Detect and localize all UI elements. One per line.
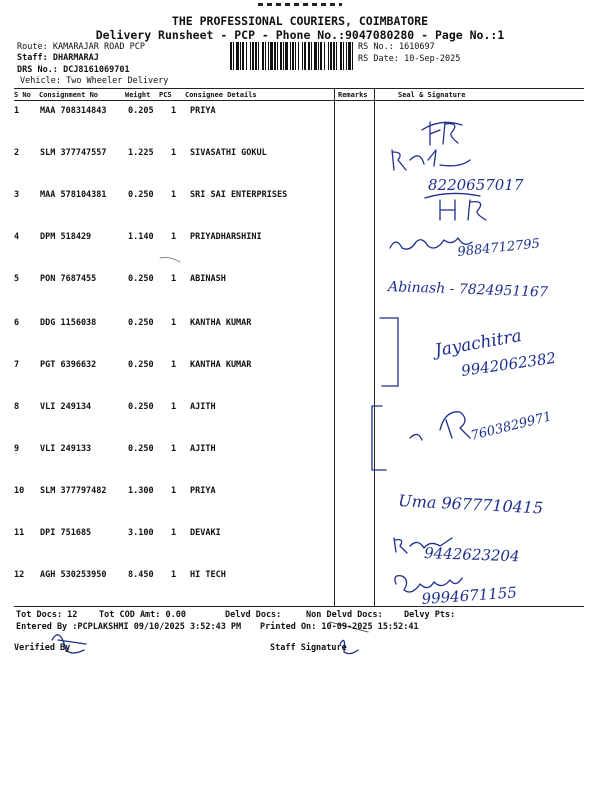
handwritten-phone-row-8: 7603829971: [469, 409, 554, 444]
row-consignee: HI TECH: [190, 570, 226, 580]
col-pcs: PCS: [159, 91, 172, 99]
row-pcs: 1: [171, 528, 177, 538]
row-weight: 3.100: [128, 528, 154, 538]
row-pcs: 1: [171, 190, 177, 200]
handwritten-phone-row-2: 8220657017: [428, 176, 524, 194]
row-sno: 10: [14, 486, 25, 496]
row-weight: 0.250: [128, 402, 154, 412]
row-weight: 0.250: [128, 274, 154, 284]
row-weight: 1.300: [128, 486, 154, 496]
row-consignment: VLI 249134: [40, 402, 92, 412]
handwritten-name-row-6: Jayachitra: [433, 325, 524, 361]
row-consignee: KANTHA KUMAR: [190, 360, 252, 370]
row-consignee: AJITH: [190, 402, 216, 412]
route-line: Route: KAMARAJAR ROAD PCP: [17, 42, 145, 52]
row-sno: 8: [14, 402, 20, 412]
row-pcs: 1: [171, 570, 177, 580]
delvy-pts: Delvy Pts:: [404, 610, 456, 620]
row-weight: 8.450: [128, 570, 154, 580]
staff-line: Staff: DHARMARAJ: [17, 53, 99, 63]
handwritten-phone-row-12: 9994671155: [421, 583, 518, 608]
row-consignee: PRIYA: [190, 486, 216, 496]
row-pcs: 1: [171, 360, 177, 370]
row-weight: 0.250: [128, 318, 154, 328]
row-pcs: 1: [171, 232, 177, 242]
tot-docs: Tot Docs: 12: [16, 610, 78, 620]
row-sno: 1: [14, 106, 20, 116]
tot-cod-amt: Tot COD Amt: 0.00: [99, 610, 186, 620]
row-consignment: MAA 578104381: [40, 190, 107, 200]
row-consignment: SLM 377747557: [40, 148, 107, 158]
row-weight: 0.250: [128, 444, 154, 454]
col-remarks: Remarks: [338, 91, 368, 99]
row-pcs: 1: [171, 274, 177, 284]
row-consignment: VLI 249133: [40, 444, 92, 454]
rs-no-line: RS No.: 1610697: [358, 42, 435, 52]
row-weight: 0.205: [128, 106, 154, 116]
vehicle-line: Vehicle: Two Wheeler Delivery: [20, 76, 169, 86]
col-weight: Weight: [125, 91, 151, 99]
row-consignee: SIVASATHI GOKUL: [190, 148, 267, 158]
row-consignee: PRIYA: [190, 106, 216, 116]
row-consignment: PON 7687455: [40, 274, 97, 284]
row-consignment: SLM 377797482: [40, 486, 107, 496]
row-consignee: PRIYADHARSHINI: [190, 232, 262, 242]
row-consignment: DPM 518429: [40, 232, 92, 242]
row-weight: 0.250: [128, 360, 154, 370]
row-consignee: DEVAKI: [190, 528, 221, 538]
staff-signature: Staff Signature: [270, 643, 347, 653]
entered-by: Entered By :PCPLAKSHMI 09/10/2025 3:52:43 PM: [16, 622, 242, 632]
col-consignee: Consignee Details: [185, 91, 257, 99]
row-pcs: 1: [171, 148, 177, 158]
non-delvd-docs: Non Delvd Docs:: [306, 610, 383, 620]
row-sno: 5: [14, 274, 20, 284]
printed-on: Printed On: 10-09-2025 15:52:41: [260, 622, 419, 632]
row-pcs: 1: [171, 318, 177, 328]
handwritten-text-row-5: Abinash - 7824951167: [387, 279, 549, 301]
row-pcs: 1: [171, 402, 177, 412]
row-sno: 9: [14, 444, 20, 454]
row-sno: 6: [14, 318, 20, 328]
col-sno: S No: [14, 91, 31, 99]
verified-by: Verified By: [14, 643, 71, 653]
row-sno: 11: [14, 528, 25, 538]
row-weight: 0.250: [128, 190, 154, 200]
handwritten-phone-row-4: 9884712795: [456, 236, 541, 260]
row-pcs: 1: [171, 106, 177, 116]
row-consignee: SRI SAI ENTERPRISES: [190, 190, 288, 200]
delvd-docs: Delvd Docs:: [225, 610, 282, 620]
row-consignee: AJITH: [190, 444, 216, 454]
row-consignment: DDG 1156038: [40, 318, 97, 328]
row-consignment: PGT 6396632: [40, 360, 97, 370]
row-weight: 1.225: [128, 148, 154, 158]
row-consignee: ABINASH: [190, 274, 226, 284]
row-weight: 1.140: [128, 232, 154, 242]
row-pcs: 1: [171, 444, 177, 454]
company-title: THE PROFESSIONAL COURIERS, COIMBATORE: [171, 14, 429, 28]
row-consignment: AGH 530253950: [40, 570, 107, 580]
drs-line: DRS No.: DCJ8161069701: [17, 65, 130, 75]
handwritten-phone-row-11: 9442623204: [423, 544, 520, 566]
row-consignment: DPI 751685: [40, 528, 92, 538]
row-sno: 4: [14, 232, 20, 242]
row-sno: 3: [14, 190, 20, 200]
row-consignee: KANTHA KUMAR: [190, 318, 252, 328]
row-sno: 2: [14, 148, 20, 158]
col-consignment: Consignment No: [39, 91, 99, 99]
handwritten-text-row-10: Uma 9677710415: [397, 491, 544, 518]
handwritten-phone-row-7: 9942062382: [460, 348, 558, 380]
row-consignment: MAA 708314843: [40, 106, 107, 116]
runsheet-subtitle: Delivery Runsheet - PCP - Phone No.:9047080280 - Page No.:1: [95, 28, 505, 42]
row-sno: 7: [14, 360, 20, 370]
col-seal: Seal & Signature: [398, 91, 466, 99]
rs-date-line: RS Date: 10-Sep-2025: [358, 54, 461, 64]
row-pcs: 1: [171, 486, 177, 496]
row-sno: 12: [14, 570, 25, 580]
